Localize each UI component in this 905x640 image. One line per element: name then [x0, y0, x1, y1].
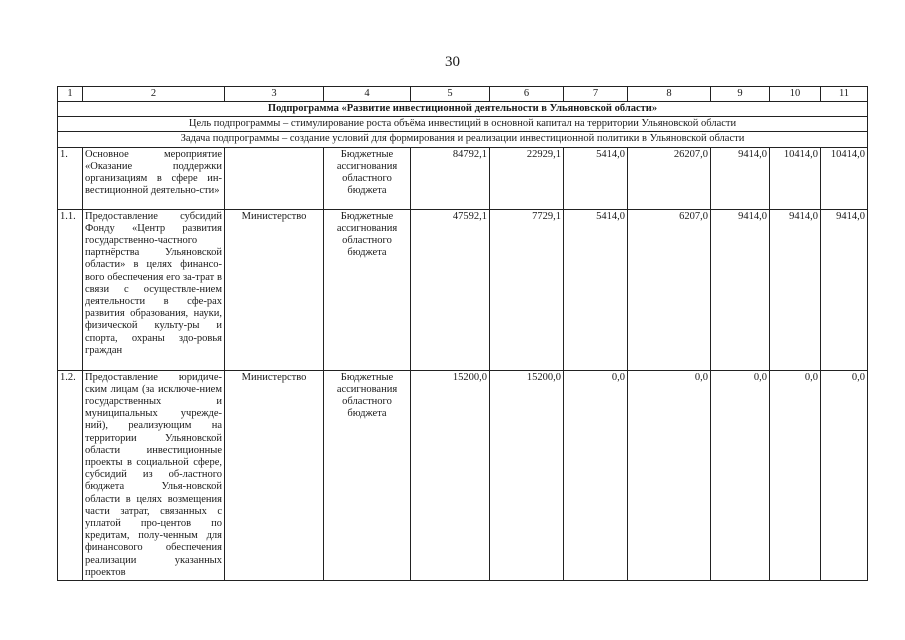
value-year: 26207,0	[628, 147, 711, 209]
column-numbers-row	[58, 87, 868, 102]
executor: Министерство	[225, 370, 324, 580]
column-header: 4	[324, 87, 411, 102]
value-year: 9414,0	[770, 209, 821, 370]
column-header: 7	[564, 87, 628, 102]
column-header: 11	[821, 87, 868, 102]
value-year: 10414,0	[770, 147, 821, 209]
value-year: 0,0	[821, 370, 868, 580]
column-header: 6	[490, 87, 564, 102]
value-year: 0,0	[711, 370, 770, 580]
value-year: 22929,1	[490, 147, 564, 209]
page-number: 30	[445, 54, 460, 70]
executor	[225, 147, 324, 209]
value-year: 0,0	[564, 370, 628, 580]
task-row	[58, 132, 868, 147]
row-number: 1.2.	[58, 370, 83, 580]
subprogram-goal: Цель подпрограммы – стимулирование роста объёма инвестиций в основной капитал на территории Ульяновской области	[58, 117, 868, 132]
value-year: 7729,1	[490, 209, 564, 370]
table-row	[58, 209, 868, 370]
column-header: 1	[58, 87, 83, 102]
value-total: 47592,1	[411, 209, 490, 370]
value-year: 9414,0	[711, 147, 770, 209]
value-year: 5414,0	[564, 209, 628, 370]
measure-name: Предоставление субсидий Фонду «Центр развития государственно-частного партнёрства Ульяновской области» в целях финансо-вого обеспечения его за-трат в связи с осуществле-нием деятельности в сфе-рах развития образования, науки, физической культу-ры и спорта, охраны здо-ровья граждан	[83, 209, 225, 370]
measure-name: Основное мероприятие «Оказание поддержки организациям в сфере ин-вестиционной деятельно-сти»	[83, 147, 225, 209]
subprogram-task: Задача подпрограммы – создание условий для формирования и реализации инвестиционной политики в Ульяновской области	[58, 132, 868, 147]
executor: Министерство	[225, 209, 324, 370]
value-year: 10414,0	[821, 147, 868, 209]
row-number: 1.1.	[58, 209, 83, 370]
value-year: 0,0	[770, 370, 821, 580]
value-total: 15200,0	[411, 370, 490, 580]
column-header: 10	[770, 87, 821, 102]
column-header: 3	[225, 87, 324, 102]
funding-source: Бюджетные ассигнования областного бюджета	[324, 370, 411, 580]
column-header: 2	[83, 87, 225, 102]
row-number: 1.	[58, 147, 83, 209]
column-header: 9	[711, 87, 770, 102]
funding-source: Бюджетные ассигнования областного бюджета	[324, 209, 411, 370]
column-header: 8	[628, 87, 711, 102]
program-table	[57, 86, 868, 581]
column-header: 5	[411, 87, 490, 102]
table-row	[58, 370, 868, 580]
value-year: 15200,0	[490, 370, 564, 580]
value-year: 9414,0	[821, 209, 868, 370]
goal-row	[58, 117, 868, 132]
value-total: 84792,1	[411, 147, 490, 209]
value-year: 5414,0	[564, 147, 628, 209]
subprogram-title-row	[58, 102, 868, 117]
subprogram-title: Подпрограмма «Развитие инвестиционной деятельности в Ульяновской области»	[58, 102, 868, 117]
value-year: 6207,0	[628, 209, 711, 370]
funding-source: Бюджетные ассигнования областного бюджета	[324, 147, 411, 209]
value-year: 0,0	[628, 370, 711, 580]
value-year: 9414,0	[711, 209, 770, 370]
table-row	[58, 147, 868, 209]
measure-name: Предоставление юридиче-ским лицам (за исключе-нием государственных и муниципальных учрежде-ний), реализующим на территории Ульяновской области инвестиционные проекты в социальной сфере, субсидий из об-ластного бюджета Улья-новской области в целях возмещения части затрат, связанных с уплатой про-центов по кредитам, полу-ченным для финансового обеспечения реализации указанных проектов	[83, 370, 225, 580]
